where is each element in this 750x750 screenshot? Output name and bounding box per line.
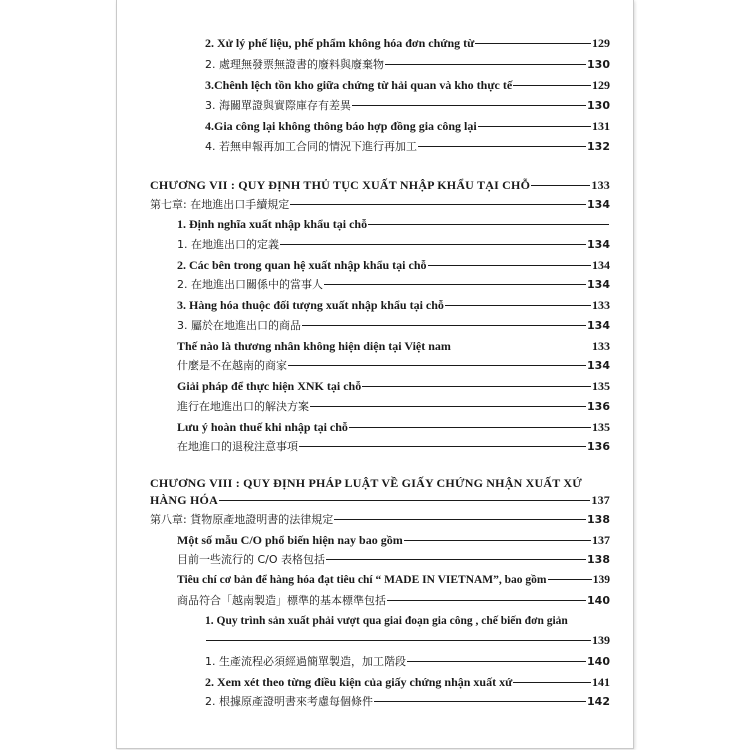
toc-entry: Tiêu chí cơ bản để hàng hóa đạt tiêu chí “ MADE IN VIETNAM”, bao gồm 139 bbox=[177, 574, 610, 586]
toc-entry: Thế nào là thương nhân không hiện diện tại Việt nam 133 bbox=[177, 339, 610, 353]
chapter-heading-zh: 第七章: 在地進出口手續規定 134 bbox=[150, 198, 610, 211]
toc-entry: 2. Các bên trong quan hệ xuất nhập khẩu tại chỗ 134 bbox=[177, 258, 610, 272]
toc-entry: 4. 若無申報再加工合同的情況下進行再加工 132 bbox=[205, 140, 610, 153]
toc-entry: 什麼是不在越南的商家 134 bbox=[177, 359, 610, 372]
toc-entry-cont: 139 bbox=[205, 632, 610, 648]
chapter-heading: CHƯƠNG VII : QUY ĐỊNH THỦ TỤC XUẤT NHẬP KHẨU TẠI CHỖ 133 bbox=[150, 178, 610, 192]
toc-entry: Một số mẫu C/O phổ biến hiện nay bao gồm 137 bbox=[177, 533, 610, 547]
toc-entry: 2. 處理無發票無證書的廢料與廢棄物 130 bbox=[205, 58, 610, 71]
toc-entry: 2. 在地進出口關係中的當事人 134 bbox=[177, 278, 610, 291]
chapter-heading-zh: 第八章: 貨物原產地證明書的法律規定 138 bbox=[150, 513, 610, 526]
toc-entry: 商品符合「越南製造」標準的基本標準包括 140 bbox=[177, 594, 610, 607]
toc-entry: 目前一些流行的 C/O 表格包括 138 bbox=[177, 553, 610, 566]
toc-entry: Lưu ý hoàn thuế khi nhập tại chỗ 135 bbox=[177, 420, 610, 434]
toc-entry: 2. Xem xét theo từng điều kiện của giấy chứng nhận xuất xứ 141 bbox=[205, 675, 610, 689]
toc-entry: 2. Xử lý phế liệu, phế phẩm không hóa đơn chứng từ 129 bbox=[205, 36, 610, 50]
toc-entry: 在地進口的退稅注意事項 136 bbox=[177, 440, 610, 453]
toc-entry: 3. 屬於在地進出口的商品 134 bbox=[177, 319, 610, 332]
toc-entry: 4.Gia công lại không thông báo hợp đồng gia công lại 131 bbox=[205, 119, 610, 133]
chapter-heading: CHƯƠNG VIII : QUY ĐỊNH PHÁP LUẬT VỀ GIẤY CHỨNG NHẬN XUẤT XỨ bbox=[150, 476, 583, 490]
toc-entry: 1. 生產流程必須經過簡單製造，加工階段 140 bbox=[205, 655, 610, 668]
toc-entry: 3. Hàng hóa thuộc đối tượng xuất nhập khẩu tại chỗ 133 bbox=[177, 298, 610, 312]
toc-entry: 2. 根據原產證明書來考慮每個條件 142 bbox=[205, 695, 610, 708]
chapter-heading-cont: HÀNG HÓA 137 bbox=[150, 493, 610, 507]
toc-entry: 1. Định nghĩa xuất nhập khẩu tại chỗ bbox=[177, 216, 610, 232]
toc-entry: 3.Chênh lệch tồn kho giữa chứng từ hải quan và kho thực tế 129 bbox=[205, 78, 610, 92]
document-page bbox=[116, 0, 634, 749]
toc-entry: 進行在地進出口的解決方案 136 bbox=[177, 400, 610, 413]
toc-entry: 1. 在地進出口的定義 134 bbox=[177, 238, 610, 251]
toc-entry: 3. 海關單證與實際庫存有差異 130 bbox=[205, 99, 610, 112]
toc-entry: 1. Quy trình sản xuất phải vượt qua giai đoạn gia công , chế biến đơn giản bbox=[205, 615, 568, 627]
toc-entry: Giải pháp để thực hiện XNK tại chỗ 135 bbox=[177, 379, 610, 393]
